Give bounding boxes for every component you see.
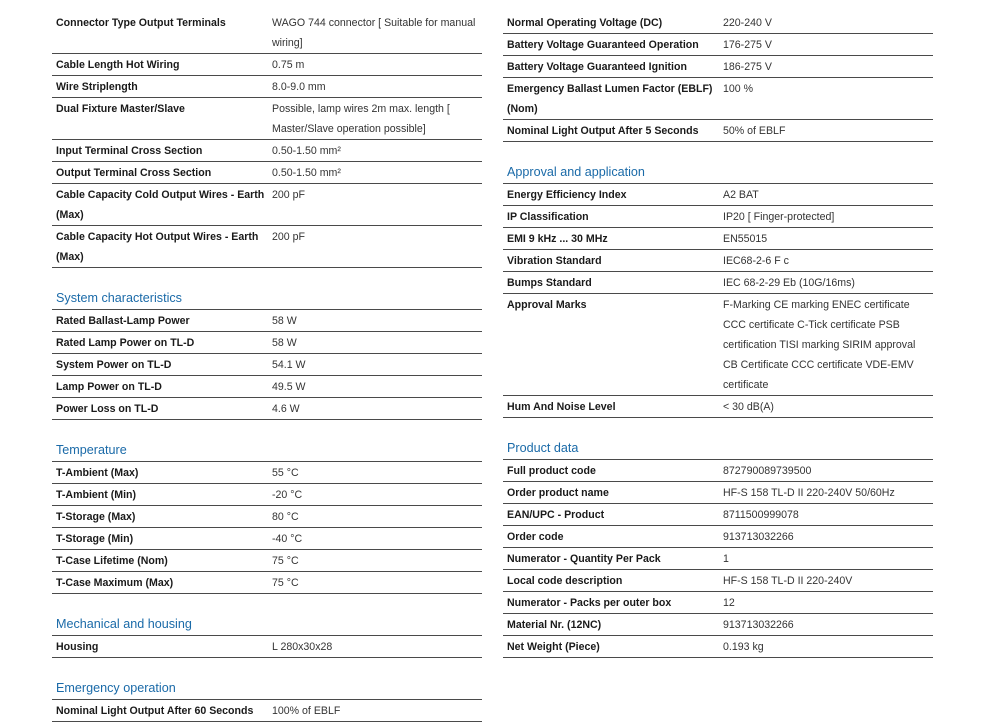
- spec-value: 75 °C: [272, 555, 299, 567]
- spec-value: 80 °C: [272, 511, 299, 523]
- section-title-mechanical-and-housing: Mechanical and housing: [52, 614, 482, 636]
- spec-value: Possible, lamp wires 2m max. length [ Master/Slave operation possible]: [272, 103, 450, 135]
- spec-value: HF-S 158 TL-D II 220-240V 50/60Hz: [723, 487, 895, 499]
- spec-label: Rated Lamp Power on TL-D: [56, 337, 195, 349]
- spec-row: [503, 120, 933, 142]
- spec-value: IEC68-2-6 F c: [723, 255, 789, 267]
- spec-value: 4.6 W: [272, 403, 300, 415]
- spec-label: Input Terminal Cross Section: [56, 145, 203, 157]
- spec-label: T-Storage (Max): [56, 511, 136, 523]
- spec-label: Emergency Ballast Lumen Factor (EBLF) (Nom): [507, 83, 713, 115]
- spec-row: [52, 184, 482, 226]
- spec-label: Connector Type Output Terminals: [56, 17, 226, 29]
- spec-row: [503, 396, 933, 418]
- spec-row: [52, 528, 482, 550]
- spec-value: 49.5 W: [272, 381, 306, 393]
- spec-label: T-Case Lifetime (Nom): [56, 555, 168, 567]
- spec-value: 220-240 V: [723, 17, 772, 29]
- spec-value: 12: [723, 597, 735, 609]
- spec-value: 200 pF: [272, 189, 305, 201]
- spec-label: Bumps Standard: [507, 277, 592, 289]
- spec-value: 50% of EBLF: [723, 125, 786, 137]
- section-title-approval-and-application: Approval and application: [503, 162, 933, 184]
- spec-row: [503, 526, 933, 548]
- spec-label: Nominal Light Output After 5 Seconds: [507, 125, 699, 137]
- spec-value: 8711500999078: [723, 509, 799, 521]
- spec-row: [503, 504, 933, 526]
- spec-value: 0.50-1.50 mm²: [272, 167, 341, 179]
- spec-row: [503, 570, 933, 592]
- spec-value: F-Marking CE marking ENEC certificate CCC certificate C-Tick certificate PSB certification TISI marking SIRIM approval CB Certificate CCC certificate VDE-EMV certificate: [723, 299, 916, 391]
- spec-label: Cable Capacity Hot Output Wires - Earth (Max): [56, 231, 259, 263]
- spec-value: 176-275 V: [723, 39, 772, 51]
- spec-row: [52, 398, 482, 420]
- spec-value: 100 %: [723, 83, 754, 95]
- spec-row: [503, 592, 933, 614]
- spec-row: [52, 98, 482, 140]
- spec-label: Rated Ballast-Lamp Power: [56, 315, 190, 327]
- section-title-emergency-operation: Emergency operation: [52, 678, 482, 700]
- spec-value: 913713032266: [723, 531, 794, 543]
- spec-value: A2 BAT: [723, 189, 759, 201]
- spec-label: Order product name: [507, 487, 609, 499]
- spec-value: 58 W: [272, 337, 297, 349]
- spec-row: [503, 206, 933, 228]
- spec-value: 100% of EBLF: [272, 705, 341, 717]
- spec-label: Wire Striplength: [56, 81, 138, 93]
- spec-label: T-Ambient (Max): [56, 467, 139, 479]
- spec-row: [503, 56, 933, 78]
- spec-row: [52, 700, 482, 722]
- left-column: [52, 12, 482, 722]
- spec-row: [503, 228, 933, 250]
- spec-label: Battery Voltage Guaranteed Ignition: [507, 61, 687, 73]
- spec-value: 54.1 W: [272, 359, 306, 371]
- spec-value: 58 W: [272, 315, 297, 327]
- spec-label: T-Ambient (Min): [56, 489, 137, 501]
- spec-value: L 280x30x28: [272, 641, 333, 653]
- spec-row: [503, 184, 933, 206]
- spec-row: [52, 550, 482, 572]
- spec-row: [52, 332, 482, 354]
- spec-label: EAN/UPC - Product: [507, 509, 605, 521]
- spec-value: HF-S 158 TL-D II 220-240V: [723, 575, 853, 587]
- right-column: [503, 12, 933, 658]
- spec-label: Cable Length Hot Wiring: [56, 59, 180, 71]
- spec-label: Hum And Noise Level: [507, 401, 616, 413]
- spec-row: [503, 614, 933, 636]
- spec-label: Order code: [507, 531, 564, 543]
- spec-row: [503, 12, 933, 34]
- spec-row: [52, 140, 482, 162]
- spec-row: [52, 76, 482, 98]
- spec-row: [52, 506, 482, 528]
- section-title-system-characteristics: System characteristics: [52, 288, 482, 310]
- spec-row: [503, 272, 933, 294]
- spec-label: Numerator - Packs per outer box: [507, 597, 672, 609]
- spec-value: IEC 68-2-29 Eb (10G/16ms): [723, 277, 855, 289]
- spec-label: Material Nr. (12NC): [507, 619, 602, 631]
- spec-label: Local code description: [507, 575, 623, 587]
- spec-row: [503, 34, 933, 56]
- spec-label: Full product code: [507, 465, 596, 477]
- spec-row: [503, 548, 933, 570]
- spec-row: [52, 12, 482, 54]
- spec-label: Normal Operating Voltage (DC): [507, 17, 663, 29]
- spec-value: 186-275 V: [723, 61, 772, 73]
- spec-value: 0.50-1.50 mm²: [272, 145, 341, 157]
- spec-label: T-Case Maximum (Max): [56, 577, 174, 589]
- spec-label: T-Storage (Min): [56, 533, 134, 545]
- spec-label: System Power on TL-D: [56, 359, 172, 371]
- spec-value: WAGO 744 connector [ Suitable for manual wiring]: [272, 17, 476, 49]
- spec-value: < 30 dB(A): [723, 401, 774, 413]
- spec-value: 913713032266: [723, 619, 794, 631]
- spec-label: Cable Capacity Cold Output Wires - Earth (Max): [56, 189, 265, 221]
- spec-label: Battery Voltage Guaranteed Operation: [507, 39, 699, 51]
- spec-value: -40 °C: [272, 533, 303, 545]
- spec-value: 0.193 kg: [723, 641, 764, 653]
- spec-value: 0.75 m: [272, 59, 305, 71]
- spec-value: 872790089739500: [723, 465, 812, 477]
- spec-row: [52, 484, 482, 506]
- spec-row: [503, 482, 933, 504]
- spec-value: 200 pF: [272, 231, 305, 243]
- spec-row: [503, 250, 933, 272]
- spec-label: Nominal Light Output After 60 Seconds: [56, 705, 254, 717]
- spec-row: [503, 78, 933, 120]
- spec-row: [503, 294, 933, 396]
- spec-row: [503, 460, 933, 482]
- spec-value: EN55015: [723, 233, 768, 245]
- spec-row: [52, 310, 482, 332]
- spec-label: Energy Efficiency Index: [507, 189, 627, 201]
- spec-value: 55 °C: [272, 467, 299, 479]
- spec-value: IP20 [ Finger-protected]: [723, 211, 835, 223]
- spec-value: 8.0-9.0 mm: [272, 81, 326, 93]
- spec-label: Output Terminal Cross Section: [56, 167, 212, 179]
- section-title-product-data: Product data: [503, 438, 933, 460]
- spec-label: Numerator - Quantity Per Pack: [507, 553, 661, 565]
- spec-label: Housing: [56, 641, 99, 653]
- spec-label: Power Loss on TL-D: [56, 403, 159, 415]
- spec-row: [52, 572, 482, 594]
- spec-label: Dual Fixture Master/Slave: [56, 103, 185, 115]
- spec-label: Vibration Standard: [507, 255, 602, 267]
- section-title-temperature: Temperature: [52, 440, 482, 462]
- spec-row: [52, 54, 482, 76]
- spec-value: 1: [723, 553, 729, 565]
- spec-label: Approval Marks: [507, 299, 587, 311]
- spec-label: EMI 9 kHz ... 30 MHz: [507, 233, 608, 245]
- spec-row: [52, 354, 482, 376]
- spec-value: 75 °C: [272, 577, 299, 589]
- spec-row: [52, 226, 482, 268]
- spec-value: -20 °C: [272, 489, 303, 501]
- spec-label: Net Weight (Piece): [507, 641, 600, 653]
- spec-row: [52, 162, 482, 184]
- spec-label: IP Classification: [507, 211, 589, 223]
- spec-label: Lamp Power on TL-D: [56, 381, 162, 393]
- spec-row: [52, 636, 482, 658]
- spec-row: [503, 636, 933, 658]
- spec-row: [52, 376, 482, 398]
- spec-row: [52, 462, 482, 484]
